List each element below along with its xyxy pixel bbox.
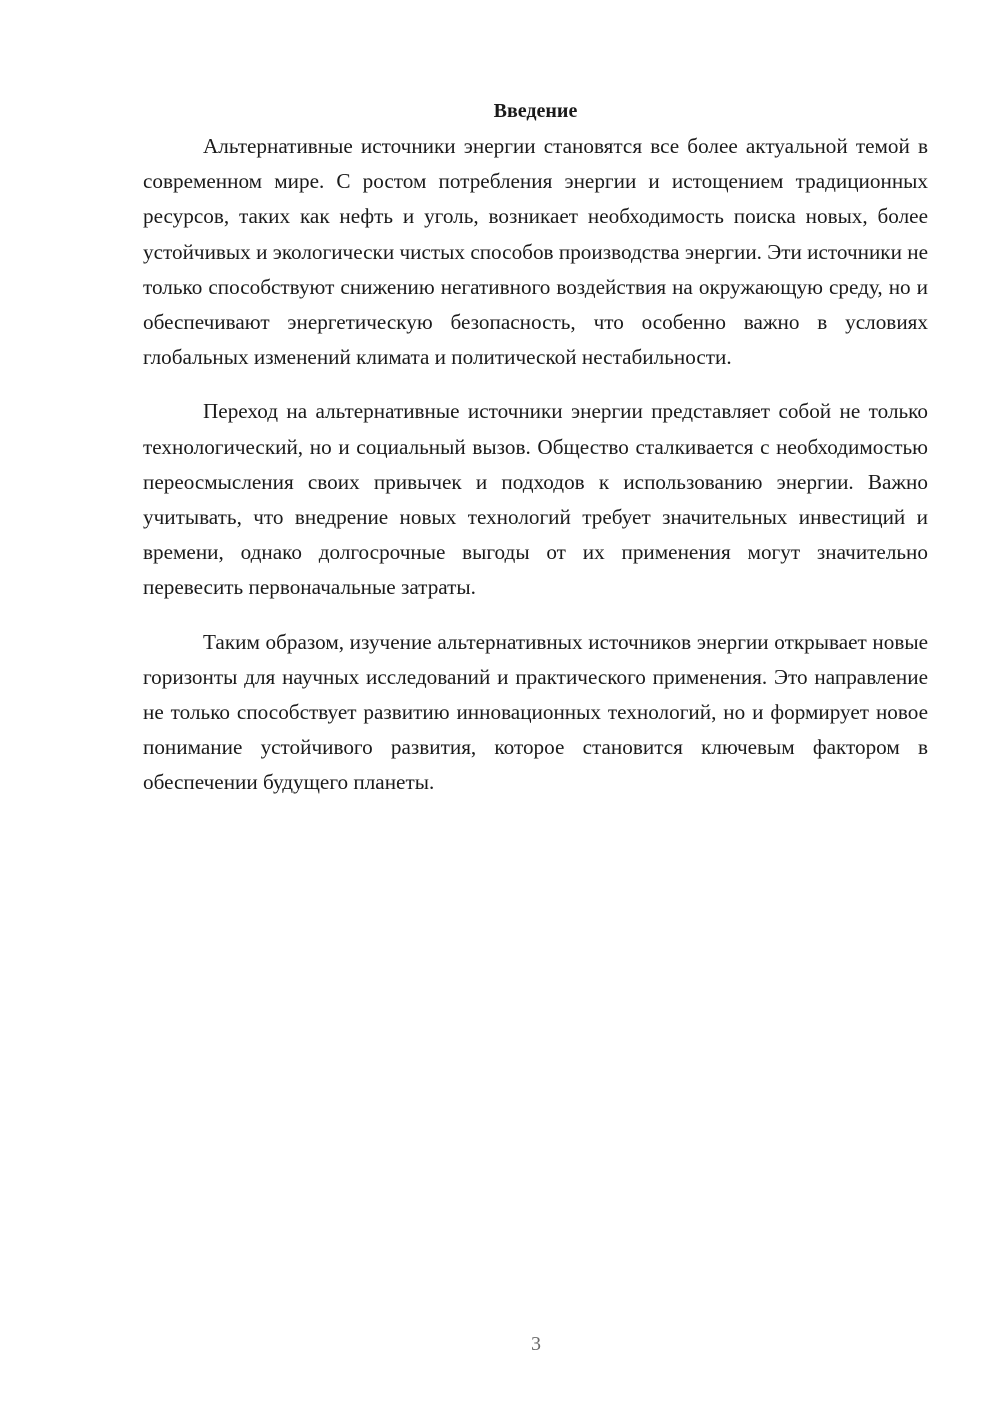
page-number: 3	[531, 1333, 541, 1355]
section-title: Введение	[493, 100, 578, 122]
page-content	[143, 94, 928, 820]
paragraph-2: Переход на альтернативные источники энергии представляет собой не только технологический, но и социальный вызов. Общество сталкивается с необходимостью переосмысления своих привычек и подходов к использованию энергии. Важно учитывать, что внедрение новых технологий требует значительных инвестиций и времени, однако долгосрочные выгоды от их применения могут значительно перевесить первоначальные затраты.	[143, 399, 928, 600]
paragraph-3: Таким образом, изучение альтернативных источников энергии открывает новые горизонты для научных исследований и практического применения. Это направление не только способствует развитию инновационных технологий, но и формирует новое понимание устойчивого развития, которое становится ключевым фактором в обеспечении будущего планеты.	[143, 629, 928, 795]
paragraph-1: Альтернативные источники энергии становятся все более актуальной темой в современном мире. С ростом потребления энергии и истощением традиционных ресурсов, таких как нефть и уголь, возникает необходимость поиска новых, более устойчивых и экологически чистых способов производства энергии. Эти источники не только способствуют снижению негативного воздействия на окружающую среду, но и обеспечивают энергетическую безопасность, что особенно важно в условиях глобальных изменений климата и политической нестабильности.	[143, 134, 928, 370]
